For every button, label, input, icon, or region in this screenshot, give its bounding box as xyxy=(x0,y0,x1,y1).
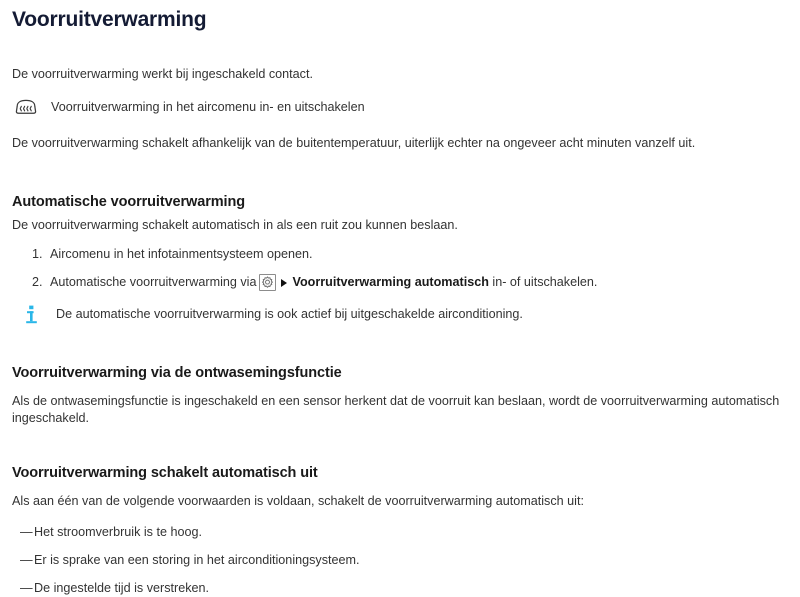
intro-note-paragraph: De voorruitverwarming schakelt afhankelijk van de buitentemperatuur, uiterlijk echter na ongeveer acht minuten vanzelf uit. xyxy=(12,136,696,150)
section-paragraph-auto-off: Als aan één van de volgende voorwaarden is voldaan, schakelt de voorruitverwarming automatisch uit: xyxy=(12,494,584,508)
section-paragraph-defogger: Als de ontwasemingsfunctie is ingeschakeld en een sensor herkent dat de voorruit kan beslaan, wordt de voorruitverwarming automatisch ingeschakeld. xyxy=(12,394,780,425)
defrost-icon-caption-label: Voorruitverwarming in het aircomenu in- en uitschakelen xyxy=(51,99,365,114)
section-heading-defogger: Voorruitverwarming via de ontwasemingsfunctie xyxy=(12,365,342,381)
steps-list xyxy=(12,246,788,291)
step-text xyxy=(50,246,313,263)
dash-bullet: — xyxy=(20,581,33,595)
section-heading-automatic: Automatische voorruitverwarming xyxy=(12,194,245,210)
list-item xyxy=(12,524,788,541)
list-item xyxy=(12,274,788,291)
condition-label: De ingestelde tijd is verstreken. xyxy=(34,581,209,595)
step-text-before: Automatische voorruitverwarming via xyxy=(50,275,257,289)
intro-paragraph: De voorruitverwarming werkt bij ingeschakeld contact. xyxy=(12,67,313,81)
step-label: Aircomenu in het infotainmentsysteem openen. xyxy=(50,247,313,261)
spacer xyxy=(12,152,788,184)
spacer xyxy=(12,291,788,305)
list-item xyxy=(12,580,788,597)
spacer xyxy=(12,184,788,192)
spacer xyxy=(12,83,788,97)
spacer xyxy=(12,510,788,524)
spacer xyxy=(12,483,788,493)
condition-label: Er is sprake van een storing in het airconditioningsysteem. xyxy=(34,553,360,567)
triangle-right-icon xyxy=(281,279,287,287)
spacer xyxy=(12,427,788,459)
dash-bullet: — xyxy=(20,525,33,539)
info-note-label: De automatische voorruitverwarming is ook actief bij uitgeschakelde airconditioning. xyxy=(56,307,523,321)
spacer xyxy=(12,325,788,357)
list-item xyxy=(12,552,788,569)
section-heading-auto-off: Voorruitverwarming schakelt automatisch uit xyxy=(12,465,318,481)
spacer xyxy=(12,234,788,246)
conditions-list xyxy=(12,524,788,597)
spacer xyxy=(12,117,788,135)
windshield-defrost-icon xyxy=(12,97,40,117)
section-intro-automatic: De voorruitverwarming schakelt automatisch in als een ruit zou kunnen beslaan. xyxy=(12,218,458,232)
spacer xyxy=(12,34,788,66)
list-item xyxy=(12,246,788,263)
step-marker: 2. xyxy=(32,275,43,289)
dash-bullet: — xyxy=(20,553,33,567)
step-marker: 1. xyxy=(32,247,43,261)
gear-icon[interactable] xyxy=(259,274,276,291)
info-icon xyxy=(24,305,38,325)
step-text-after: in- of uitschakelen. xyxy=(492,275,598,289)
step-text-bold: Voorruitverwarming automatisch xyxy=(292,275,489,289)
step-text xyxy=(50,274,597,291)
defrost-icon-caption-row xyxy=(12,97,788,117)
spacer xyxy=(12,383,788,393)
page-title: Voorruitverwarming xyxy=(12,8,207,31)
condition-label: Het stroomverbruik is te hoog. xyxy=(34,525,202,539)
info-note xyxy=(12,305,788,325)
